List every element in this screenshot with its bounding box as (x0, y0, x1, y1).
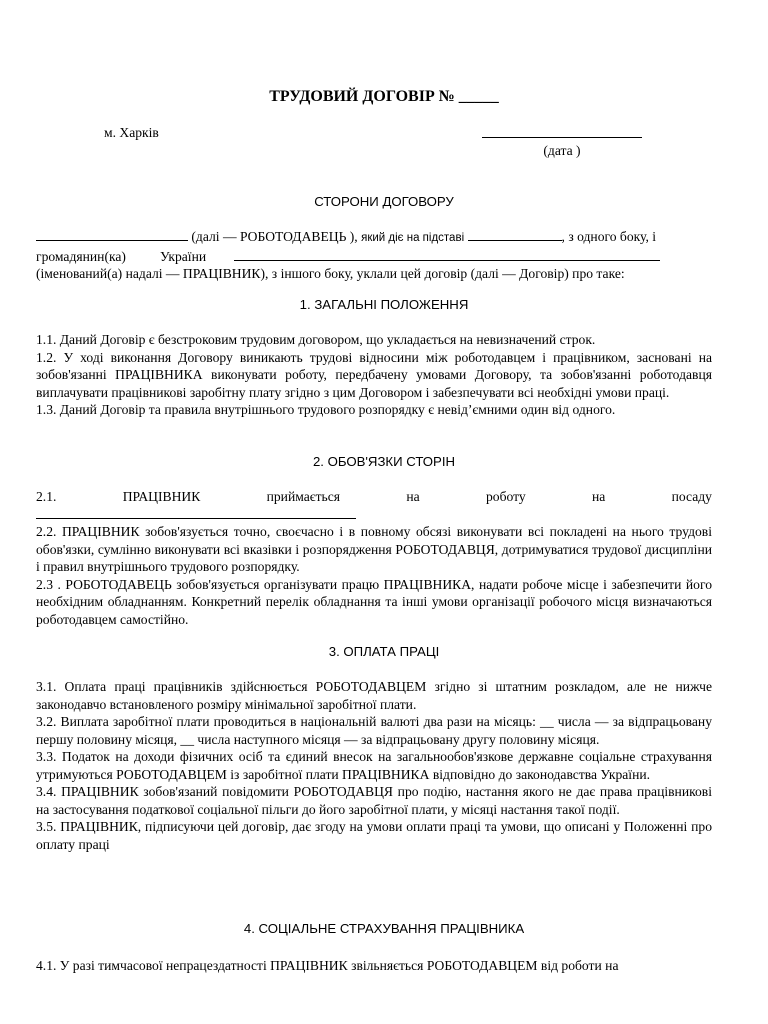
clause-2-1-word: приймається (266, 489, 341, 504)
clause-3-2: 3.2. Виплата заробітної плати проводиться в національній валюті два рази на місяць: __ числа — за відпрацьовану першу половину місяця, __ числа наступного місяця — за відпрацьовану другу половину місяця. (36, 714, 712, 747)
duties-block (36, 488, 712, 628)
parties-line-2: громадянин(ка) України (36, 248, 712, 266)
clause-2-1-word: посаду (671, 489, 712, 504)
clause-3-1: 3.1. Оплата праці працівників здійснюється РОБОТОДАВЦЕМ згідно зі штатним розкладом, але не нижче законодавчо встановленого розміру мінімальної заробітної плати. (36, 679, 712, 712)
clause-1-3: 1.3. Даний Договір та правила внутрішнього трудового розпорядку є невід’ємними один від одного. (36, 402, 616, 417)
clause-2-1-word: роботу (485, 489, 526, 504)
basis-blank (468, 228, 562, 241)
pay-block (36, 678, 712, 853)
clause-2-1-word: ПРАЦІВНИК (122, 489, 201, 504)
parties-line-3: (іменований(а) надалі — ПРАЦІВНИК), з іншого боку, уклали цей договір (далі — Договір) про таке: (36, 266, 625, 281)
clause-2-1-word: на (591, 489, 606, 504)
clause-2-3: 2.3 . РОБОТОДАВЕЦЬ зобов'язується організувати працю ПРАЦІВНИКА, надати робоче місце і забезпечити його необхідним обладнанням. Конкретний перелік обладнання та інші умови організації робочого місця визначаються роботодавцем самостійно. (36, 576, 712, 627)
clause-1-1: 1.1. Даний Договір є безстроковим трудовим договором, що укладається на невизначений строк. (36, 332, 596, 347)
clause-2-1 (36, 488, 712, 506)
parties-line-1: (далі — РОБОТОДАВЕЦЬ ), який діє на підставі , з одного боку, і (36, 228, 712, 248)
position-blank (36, 506, 356, 519)
insurance-heading: 4. СОЦІАЛЬНЕ СТРАХУВАННЯ ПРАЦІВНИКА (243, 921, 525, 936)
insurance-block (36, 957, 712, 975)
pay-heading: 3. ОПЛАТА ПРАЦІ (328, 644, 440, 659)
employee-name-blank (234, 248, 660, 261)
employer-name-blank (36, 228, 188, 241)
clause-3-3: 3.3. Податок на доходи фізичних осіб та єдиний внесок на загальнообов'язкове державне соціальне страхування утримуються РОБОТОДАВЦЕМ із заробітної плати ПРАЦІВНИКА відповідно до законодавства України. (36, 749, 712, 782)
clause-4-1: 4.1. У разі тимчасової непрацездатності ПРАЦІВНИК звільняється РОБОТОДАВЦЕМ від роботи на (36, 958, 619, 973)
parties-heading: СТОРОНИ ДОГОВОРУ (314, 194, 454, 209)
clause-3-4: 3.4. ПРАЦІВНИК зобов'язаний повідомити РОБОТОДАВЦЯ про подію, настання якого не дає права працівникові на застосування податкової соціальної пільги до його заробітної плати, у місяці настання такої події. (36, 784, 712, 817)
general-heading: 1. ЗАГАЛЬНІ ПОЛОЖЕННЯ (299, 297, 469, 312)
clause-2-1-word: на (406, 489, 420, 504)
date-label: (дата ) (543, 143, 581, 158)
clause-3-5: 3.5. ПРАЦІВНИК, підписуючи цей договір, дає згоду на умови оплати праці та умови, що описані у Положенні про оплату праці (36, 819, 712, 852)
duties-heading: 2. ОБОВ'ЯЗКИ СТОРІН (312, 454, 456, 469)
parties-block (36, 228, 712, 283)
clause-2-2: 2.2. ПРАЦІВНИК зобов'язується точно, своєчасно і в повному обсязі виконувати всі покладені на нього трудові обов'язки, сумлінно виконувати всі вказівки і розпорядження РОБОТОДАВЦЯ, дотримуватися трудової дисципліни і правил внутрішнього трудового розпорядку. (36, 524, 712, 574)
date-blank-line (482, 127, 642, 138)
clause-2-1-word: 2.1. (36, 489, 57, 504)
general-block (36, 331, 712, 419)
clause-1-2: 1.2. У ході виконання Договору виникають трудові відносини між роботодавцем і працівником, засновані на зобов'язанні ПРАЦІВНИКА виконувати роботу, передбачену умовами Договору, та зобов'язанні роботодавця виплачувати працівникові заробітну плату згідно з цим Договором і забезпечувати всі необхідні умови праці. (36, 349, 712, 400)
document-title: ТРУДОВИЙ ДОГОВІР № _____ (269, 88, 499, 105)
position-blank-row (36, 506, 712, 524)
city-label: м. Харків (104, 125, 159, 140)
